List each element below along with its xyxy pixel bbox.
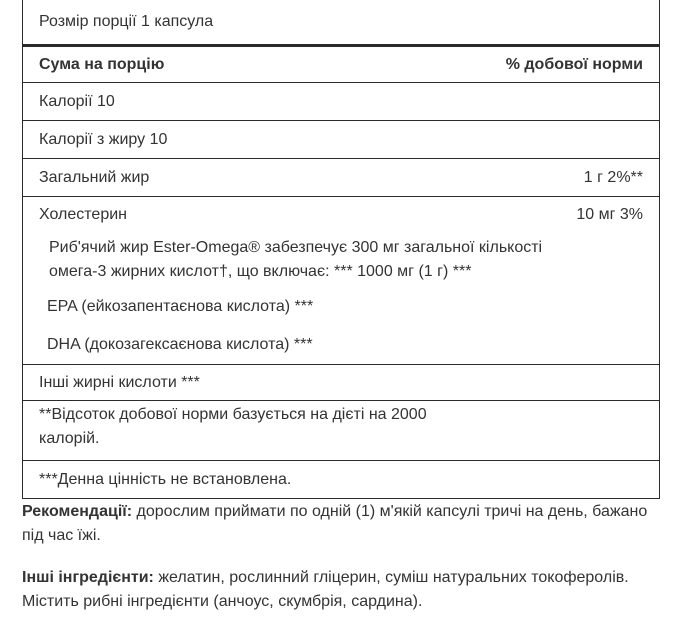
serving-size: Розмір порції 1 капсула	[39, 13, 214, 30]
fish-oil-row	[23, 232, 659, 288]
cholesterol-row	[23, 196, 659, 232]
not-established-note: ***Денна цінність не встановлена.	[39, 470, 292, 488]
other-fatty-acids: Інші жирні кислоти ***	[39, 373, 200, 391]
supplement-facts-table	[22, 0, 660, 499]
cholesterol-label: Холестерин	[39, 205, 127, 223]
calories-row	[23, 82, 659, 120]
other-ingredients	[22, 566, 658, 614]
total-fat-value: 1 г 2%**	[583, 168, 643, 186]
calories-from-fat: Калорії з жиру 10	[39, 130, 168, 148]
epa-row	[23, 288, 659, 326]
recommendations-text: дорослим приймати по одній (1) м'якій капсулі тричі на день, бажано під час їжі.	[22, 503, 648, 544]
calories-fat-row	[23, 120, 659, 158]
daily-value-header: % добової норми	[505, 55, 643, 73]
not-established-row	[23, 460, 659, 498]
header-row	[23, 44, 659, 82]
total-fat-label: Загальний жир	[39, 168, 150, 186]
fish-oil-text: Риб'ячий жир Ester-Omega® забезпечує 300 мг загальної кількості омега-3 жирних кислот†, що включає: *** 1000 мг (1 г) ***	[49, 239, 543, 280]
recommendations-label: Рекомендації:	[22, 503, 133, 520]
daily-value-note: **Відсоток добової норми базується на дієті на 2000 калорій.	[39, 406, 427, 447]
recommendations	[22, 500, 658, 548]
total-fat-row	[23, 158, 659, 196]
other-ingredients-label: Інші інгредієнти:	[22, 569, 154, 586]
dha-row	[23, 326, 659, 364]
other-fatty-acids-row	[23, 364, 659, 400]
dha: DHA (докозагексаєнова кислота) ***	[47, 336, 313, 353]
serving-size-row	[23, 0, 659, 44]
amount-per-serving-header: Сума на порцію	[39, 55, 165, 73]
daily-value-note-row	[23, 400, 659, 460]
other-ingredients-text: желатин, рослинний гліцерин, суміш натуральних токоферолів. Містить рибні інгредієнти (анчоус, скумбрія, сардина).	[22, 569, 629, 610]
epa: EPA (ейкозапентаєнова кислота) ***	[47, 298, 314, 315]
calories: Калорії 10	[39, 92, 115, 110]
cholesterol-value: 10 мг 3%	[576, 205, 643, 223]
